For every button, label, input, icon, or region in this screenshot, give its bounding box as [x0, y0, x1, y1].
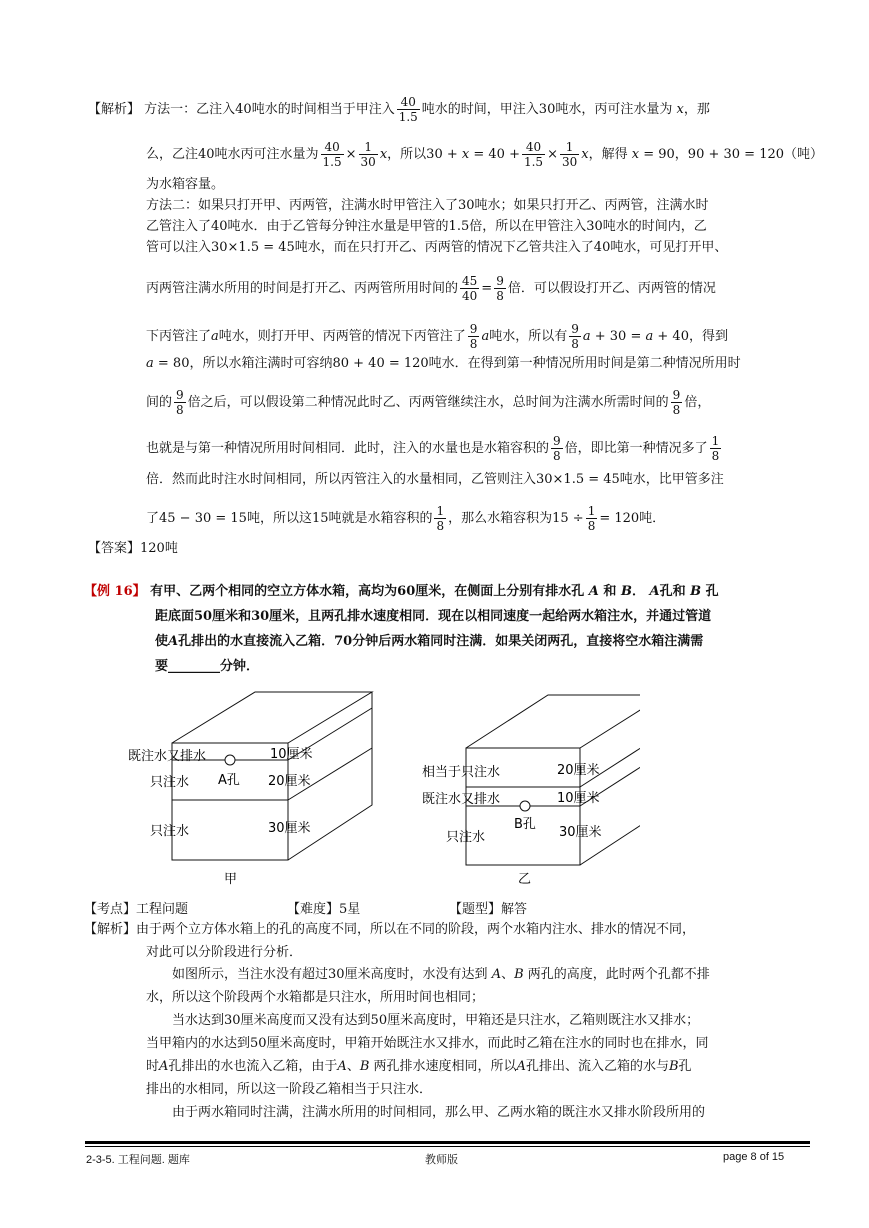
yi-dim-10: 10厘米 [557, 791, 600, 806]
meta-topic: 【考点】工程问题 [84, 902, 189, 917]
s2-line7: 时A孔排出的水也流入乙箱，由于A、B 两孔排水速度相同，所以A孔排出、流入乙箱的水与B孔 [146, 1059, 692, 1074]
fraction: $\frac{9}{8}$ [571, 322, 579, 351]
fraction: $\frac{9}{8}$ [469, 322, 478, 351]
s1-line1: 【解析】 方法一：乙注入40吨水的时间相当于甲注入 $\frac{40}{1.5}$ 吨水的时间，甲注入30吨水，丙可注水量为 x，那 [88, 95, 710, 124]
s1-line8: 下丙管注了a吨水，则打开甲、丙两管的情况下丙管注了 $\frac{9}{8}$ a吨水，所以有 $\frac{9}{8}$ a + 30 = a + 40，得到 [146, 322, 728, 351]
yi-dim-30: 30厘米 [559, 825, 602, 840]
fraction: $\frac{1}{8}$ [587, 504, 596, 533]
yi-name: 乙 [518, 872, 532, 887]
fraction: $\frac{40}{1.5}$ [322, 140, 342, 169]
fraction: $\frac{9}{8}$ [553, 434, 561, 463]
s1-line3: 为水箱容量。 [146, 177, 225, 192]
fraction: $\frac{1}{30}$ [360, 140, 376, 169]
fraction: $\frac{9}{8}$ [176, 388, 184, 417]
yi-hole-label: B孔 [514, 817, 536, 832]
example-line3: 使A孔排出的水直接流入乙箱．70分钟后两水箱同时注满．如果关闭两孔，直接将空水箱注满需 [155, 634, 704, 649]
s1-line12: 倍．然而此时注水时间相同，所以丙管注入的水量相同，乙管则注入30×1.5 = 45吨水，比甲管多注 [146, 472, 724, 487]
s2-line5: 当水达到30厘米高度而又没有达到50厘米高度时，甲箱还是只注水，乙箱则既注水又排水； [172, 1013, 700, 1028]
footer-page: page 8 of 15 [723, 1151, 785, 1163]
jia-dim-20: 20厘米 [268, 774, 311, 789]
tank-diagram [120, 680, 640, 895]
answer-tag: 【答案】 [88, 541, 141, 556]
jia-dim-10: 10厘米 [270, 747, 313, 762]
fraction: $\frac{1}{8}$ [711, 434, 720, 463]
s1-line13: 了45 − 30 = 15吨，所以这15吨就是水箱容积的 $\frac{1}{8}$ ，那么水箱容积为15 ÷ $\frac{1}{8}$ = 120吨． [146, 504, 666, 533]
yi-dim-20: 20厘米 [557, 763, 600, 778]
s1-line2: 么，乙注40吨水丙可注水量为 $\frac{40}{1.5}$ × $\frac{1}{30}$ x，所以30 + x = 40 + $\frac{40}{1.5}$ × $\frac{1}{30}$ x，解得 x = 90，90 + 30 = 120（吨） [146, 140, 824, 169]
fraction: $\frac{45}{40}$ [462, 274, 478, 303]
footer-left: 2-3-5. 工程问题. 题库 [86, 1154, 190, 1166]
jia-hole-label: A孔 [218, 773, 240, 788]
footer-rule-thin [85, 1146, 810, 1147]
example-line2: 距底面50厘米和30厘米，且两孔排水速度相同．现在以相同速度一起给两水箱注水，并通过管道 [155, 609, 712, 624]
s1-line9: a = 80，所以水箱注满时可容纳80 + 40 = 120吨水．在得到第一种情况所用时间是第二种情况所用时 [146, 356, 741, 371]
example-line1: 【例 16】 有甲、乙两个相同的空立方体水箱，高均为60厘米，在侧面上分别有排水孔 A 和 B． A孔和 B 孔 [84, 584, 719, 599]
analysis-tag: 【解析】 [88, 102, 141, 117]
yi-label-equiv: 相当于只注水 [422, 765, 501, 780]
jia-dim-30: 30厘米 [268, 821, 311, 836]
yi-label-fill: 只注水 [446, 830, 486, 845]
jia-label-drain: 既注水又排水 [128, 749, 207, 764]
s2-line6: 当甲箱内的水达到50厘米高度时，甲箱开始既注水又排水，而此时乙箱在注水的同时也在排水，同 [146, 1036, 709, 1051]
s1-line7: 丙两管注满水所用的时间是打开乙、丙两管所用时间的 $\frac{45}{40}$ = $\frac{9}{8}$ 倍．可以假设打开乙、丙两管的情况 [146, 274, 716, 303]
jia-label-fill2: 只注水 [150, 824, 190, 839]
s1-line6: 管可以注入30×1.5 = 45吨水，而在只打开乙、丙两管的情况下乙管共注入了40吨水，可见打开甲、 [146, 240, 728, 255]
s1-line5: 乙管注入了40吨水．由于乙管每分钟注水量是甲管的1.5倍，所以在甲管注入30吨水的时间内，乙 [146, 219, 707, 234]
fraction: $\frac{1}{30}$ [561, 140, 578, 169]
fraction: $\frac{9}{8}$ [496, 274, 504, 303]
s2-line2: 对此可以分阶段进行分析． [146, 945, 303, 960]
fraction: $\frac{9}{8}$ [672, 388, 681, 417]
answer-text: 120吨 [140, 541, 178, 556]
s2-line9: 由于两水箱同时注满，注满水所用的时间相同，那么甲、乙两水箱的既注水又排水阶段所用的 [172, 1105, 706, 1120]
s2-line3: 如图所示，当注水没有超过30厘米高度时，水没有达到 A、B 两孔的高度，此时两个孔都不排 [172, 967, 710, 982]
analysis-tag-2: 【解析】 [84, 922, 137, 937]
meta-type: 【题型】解答 [449, 902, 528, 917]
s2-line8: 排出的水相同，所以这一阶段乙箱相当于只注水． [146, 1082, 433, 1097]
fraction: $\frac{1}{8}$ [436, 504, 445, 533]
fraction: $\frac{40}{1.5}$ [398, 95, 418, 124]
s1-line10: 间的 $\frac{9}{8}$ 倍之后，可以假设第二种情况此时乙、丙两管继续注水，总时间为注满水所需时间的 $\frac{9}{8}$ 倍， [146, 388, 711, 417]
answer-line [88, 540, 178, 558]
footer-center: 教师版 [425, 1154, 458, 1166]
example-line4: 要________分钟． [155, 659, 260, 674]
footer-rule-thick [85, 1141, 810, 1144]
yi-label-drain: 既注水又排水 [422, 792, 501, 807]
meta-difficulty: 【难度】5星 [287, 902, 361, 917]
example-tag: 【例 16】 [84, 584, 146, 599]
jia-label-fill1: 只注水 [150, 775, 190, 790]
s1-line4: 方法二：如果只打开甲、丙两管，注满水时甲管注入了30吨水；如果只打开乙、丙两管，注满水时 [146, 198, 709, 213]
jia-name: 甲 [224, 872, 238, 887]
tank-yi [466, 695, 640, 865]
s2-line4: 水，所以这个阶段两个水箱都是只注水，所用时间也相同； [146, 990, 485, 1005]
s2-line1: 【解析】由于两个立方体水箱上的孔的高度不同，所以在不同的阶段，两个水箱内注水、排水的情况不同， [84, 922, 696, 937]
s1-line11: 也就是与第一种情况所用时间相同．此时，注入的水量也是水箱容积的 $\frac{9}{8}$ 倍，即比第一种情况多了 $\frac{1}{8}$ [146, 434, 720, 463]
fraction: $\frac{40}{1.5}$ [523, 140, 544, 169]
